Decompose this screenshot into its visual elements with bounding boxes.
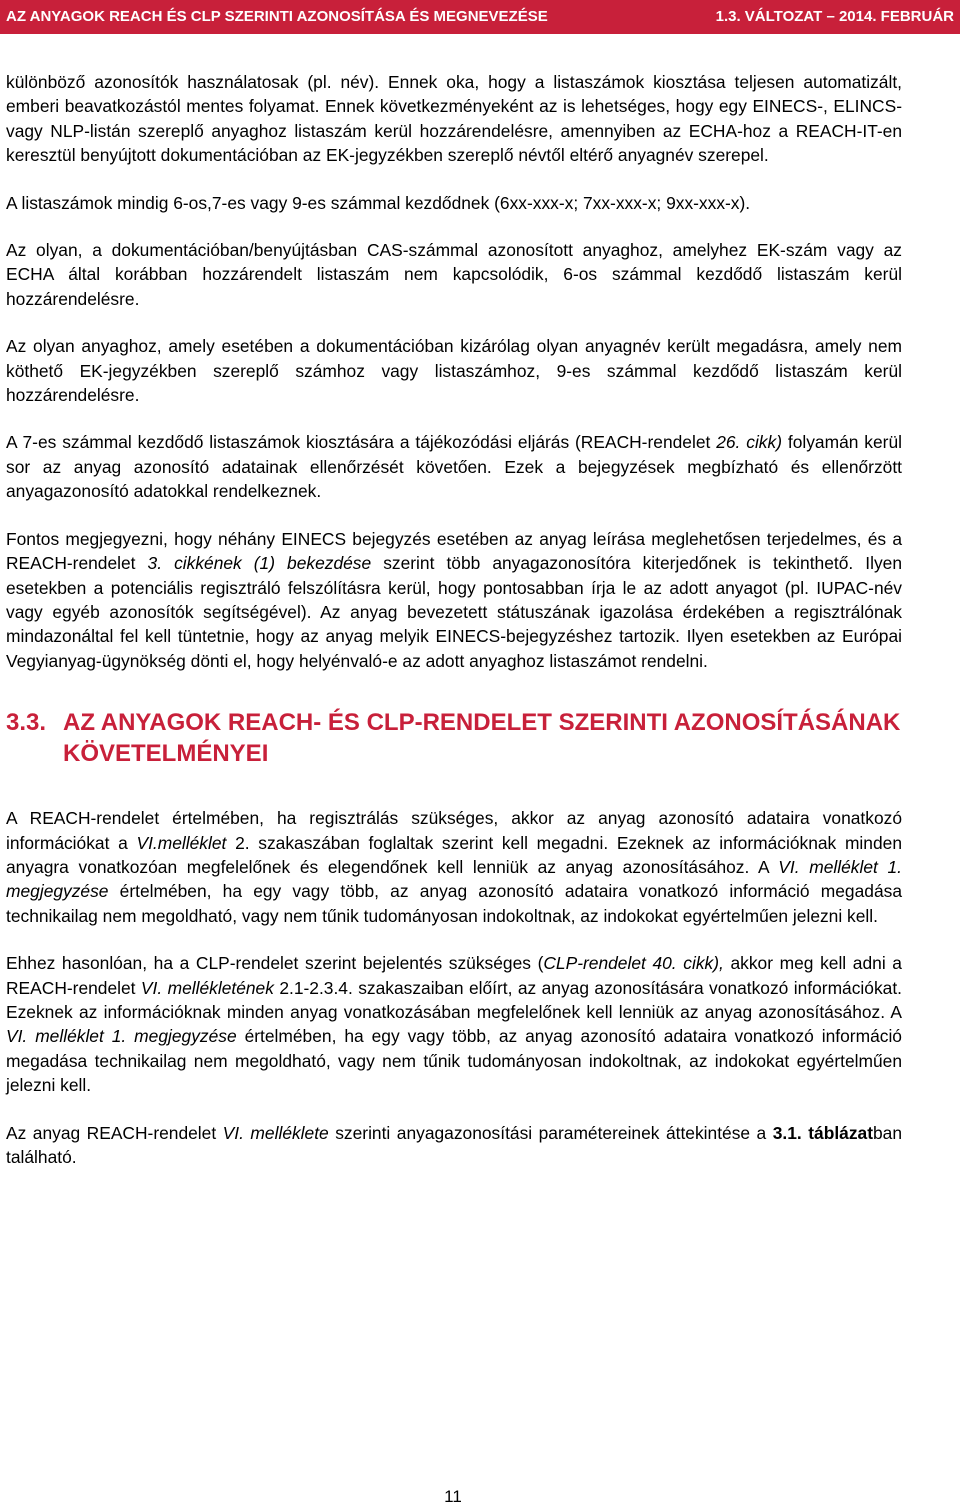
section-heading [6, 707, 902, 769]
running-header [0, 0, 960, 34]
paragraph-table-reference: Az anyag REACH-rendelet VI. melléklete szerinti anyagazonosítási paramétereinek áttekintése a 3.1. táblázatban található. [6, 1122, 902, 1167]
paragraph-cas-substances: Az olyan, a dokumentációban/benyújtásban CAS-számmal azonosított anyaghoz, amelyhez EK-szám vagy az ECHA által korábban hozzárendelt listaszám nem kapcsolódik, 6-os számmal kezdődő listaszám kerül hozzárendelésre. [6, 240, 902, 309]
paragraph-name-only-substances: Az olyan anyaghoz, amely esetében a dokumentációban kizárólag olyan anyagnév került megadásra, amely nem köthető EK-jegyzékben szereplő számhoz vagy listaszámhoz, 9-es számmal kezdődő listaszám kerül hozzárendelésre. [6, 336, 902, 406]
header-document-title: AZ ANYAGOK REACH ÉS CLP SZERINTI AZONOSÍTÁSA ÉS MEGNEVEZÉSE [6, 8, 548, 25]
page-number: 11 [444, 1487, 462, 1506]
paragraph-reach-requirements: A REACH-rendelet értelmében, ha regisztrálás szükséges, akkor az anyag azonosító adataira vonatkozó információkat a VI.melléklet 2. szakaszában foglaltak szerint kell megadni. Ezeknek az információknak minden anyagra vonatkozóan megfelelőnek és elegendőnek kell lenniük az anyag azonosításához. A VI. melléklet 1. megjegyzése értelmében, ha egy vagy több, az anyag azonosító adataira vonatkozó információ megadása technikailag nem megoldható, vagy nem tűnik tudományosan indokoltnak, az indokokat egyértelműen jelezni kell. [6, 808, 902, 926]
section-title: AZ ANYAGOK REACH- ÉS CLP-RENDELET SZERINTI AZONOSÍTÁSÁNAK KÖVETELMÉNYEI [63, 709, 901, 768]
paragraph-einecs-entries: Fontos megjegyezni, hogy néhány EINECS bejegyzés esetében az anyag leírása meglehetősen terjedelmes, és a REACH-rendelet 3. cikkének (1) bekezdése szerint több anyagazonosítóra kiterjedőnek is tekinthető. Ilyen esetekben a potenciális regisztráló felszólításra kerül, hogy pontosabban írja le az adott anyagot (pl. IUPAC-név vagy egyéb azonosítók segítségével). Az anyag bevezetett státuszának igazolása érdekében a regisztrálónak mindazonáltal fel kell tüntetnie, hogy az anyag melyik EINECS-bejegyzéshez tartozik. Ilyen esetekben az Európai Vegyianyag-ügynökség dönti el, hogy helyénvaló-e az adott anyaghoz listaszámot rendelni. [6, 528, 902, 671]
section-number: 3.3. [6, 709, 47, 737]
paragraph-inquiry-list-numbers: A 7-es számmal kezdődő listaszámok kiosztására a tájékozódási eljárás (REACH-rendelet 26. cikk) folyamán kerül sor az anyag azonosító adatainak ellenőrzését követően. Ezek a bejegyzések megbízható és ellenőrzött anyagazonosító adatokkal rendelkeznek. [6, 432, 903, 502]
header-version-date: 1.3. VÁLTOZAT – 2014. FEBRUÁR [715, 8, 954, 25]
paragraph-clp-requirements: Ehhez hasonlóan, ha a CLP-rendelet szerint bejelentés szükséges (CLP-rendelet 40. cikk), akkor meg kell adni a REACH-rendelet VI. mellékletének 2.1-2.3.4. szakaszaiban előírt, az anyag azonosítására vonatkozó információkat. Ezeknek az információknak minden anyag vonatkozásában megfelelőnek kell lenniük az anyag azonosításához. A VI. melléklet 1. megjegyzése értelmében, ha egy vagy több, az anyag azonosító adataira vonatkozó információ megadása technikailag nem megoldható, vagy nem tűnik tudományosan indokoltnak, az indokokat egyértelműen jelezni kell. [6, 953, 902, 1096]
paragraph-list-numbers-origin: különböző azonosítók használatosak (pl. név). Ennek oka, hogy a listaszámok kiosztása teljesen automatizált, emberi beavatkozástól mentes folyamat. Ennek következményeként az is lehetséges, hogy egy EINECS-, ELINCS- vagy NLP-listán szereplő anyaghoz listaszám kerül hozzárendelésre, amennyiben az ECHA-hoz a REACH-IT-en keresztül benyújtott dokumentációban az EK-jegyzékben szereplő névtől eltérő anyagnév szerepel. [6, 72, 902, 166]
page-body [6, 70, 902, 1192]
paragraph-list-number-prefixes: A listaszámok mindig 6-os,7-es vagy 9-es számmal kezdődnek (6xx-xxx-x; 7xx-xxx-x; 9xx-xxx-x). [6, 192, 751, 213]
